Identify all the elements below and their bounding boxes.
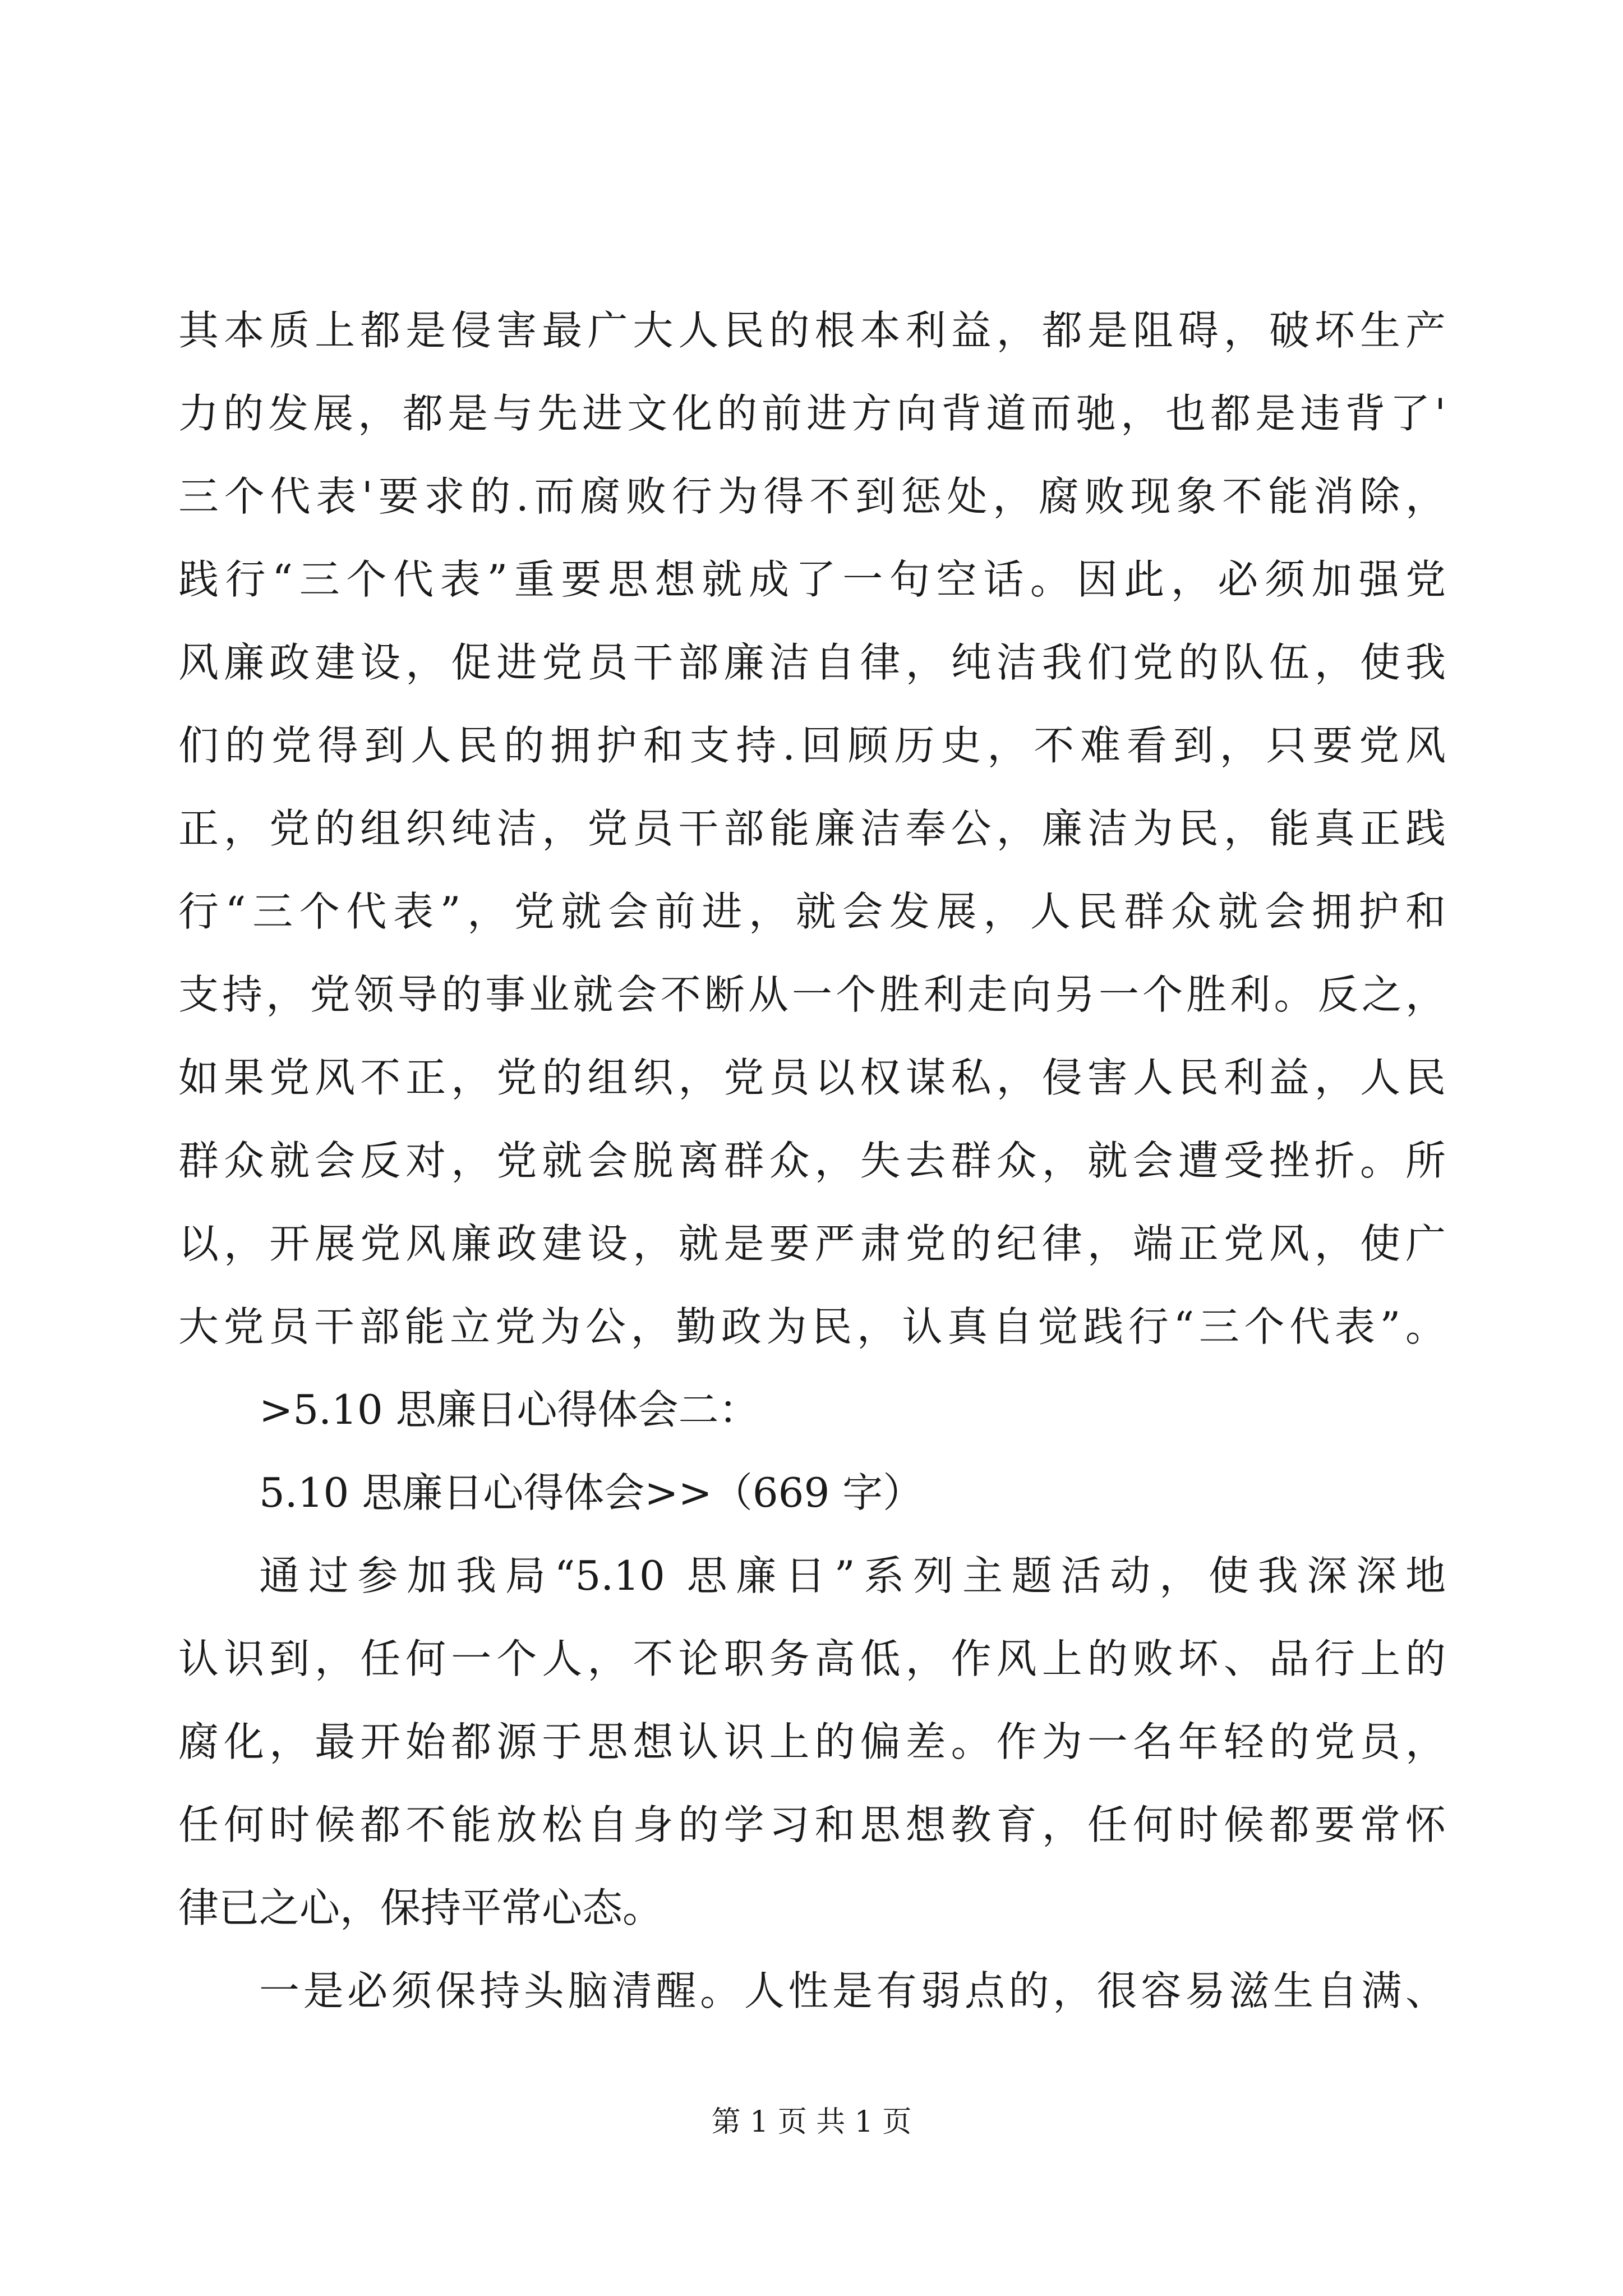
text-line: 正，党的组织纯洁，党员干部能廉洁奉公，廉洁为民，能真正践 bbox=[178, 805, 1446, 852]
text-line: 腐化，最开始都源于思想认识上的偏差。作为一名年轻的党员， bbox=[178, 1718, 1446, 1765]
text-line: 行“三个代表”，党就会前进，就会发展，人民群众就会拥护和 bbox=[178, 888, 1446, 935]
text-line: 们的党得到人民的拥护和支持.回顾历史，不难看到，只要党风 bbox=[178, 722, 1446, 769]
text-line: 认识到，任何一个人，不论职务高低，作风上的败坏、品行上的 bbox=[178, 1635, 1446, 1682]
text-line: 风廉政建设，促进党员干部廉洁自律，纯洁我们党的队伍，使我 bbox=[178, 639, 1446, 686]
text-line: 以，开展党风廉政建设，就是要严肃党的纪律，端正党风，使广 bbox=[178, 1220, 1446, 1267]
text-line: 大党员干部能立党为公，勤政为民，认真自觉践行“三个代表”。 bbox=[178, 1303, 1446, 1350]
text-line: 践行“三个代表”重要思想就成了一句空话。因此，必须加强党 bbox=[178, 556, 1446, 603]
text-line: 支持，党领导的事业就会不断从一个胜利走向另一个胜利。反之， bbox=[178, 971, 1446, 1018]
document-body bbox=[178, 289, 1446, 2032]
text-line: 群众就会反对，党就会脱离群众，失去群众，就会遭受挫折。所 bbox=[178, 1137, 1446, 1184]
section-subheading: 5.10 思廉日心得体会>>（669 字） bbox=[259, 1469, 924, 1516]
page-footer: 第 1 页 共 1 页 bbox=[711, 2105, 912, 2139]
text-line: 一是必须保持头脑清醒。人性是有弱点的，很容易滋生自满、 bbox=[259, 1967, 1446, 2014]
text-line: 三个代表'要求的.而腐败行为得不到惩处，腐败现象不能消除， bbox=[178, 473, 1446, 520]
text-line: 其本质上都是侵害最广大人民的根本利益，都是阻碍，破坏生产 bbox=[178, 307, 1446, 354]
text-line: 任何时候都不能放松自身的学习和思想教育，任何时候都要常怀 bbox=[178, 1801, 1446, 1848]
section-heading: >5.10 思廉日心得体会二： bbox=[259, 1386, 759, 1433]
text-line: 力的发展，都是与先进文化的前进方向背道而驰，也都是违背了' bbox=[178, 390, 1446, 437]
text-line: 如果党风不正，党的组织，党员以权谋私，侵害人民利益，人民 bbox=[178, 1054, 1446, 1101]
text-line: 律已之心，保持平常心态。 bbox=[178, 1884, 663, 1931]
text-line: 通过参加我局“5.10 思廉日”系列主题活动，使我深深地 bbox=[259, 1552, 1446, 1599]
